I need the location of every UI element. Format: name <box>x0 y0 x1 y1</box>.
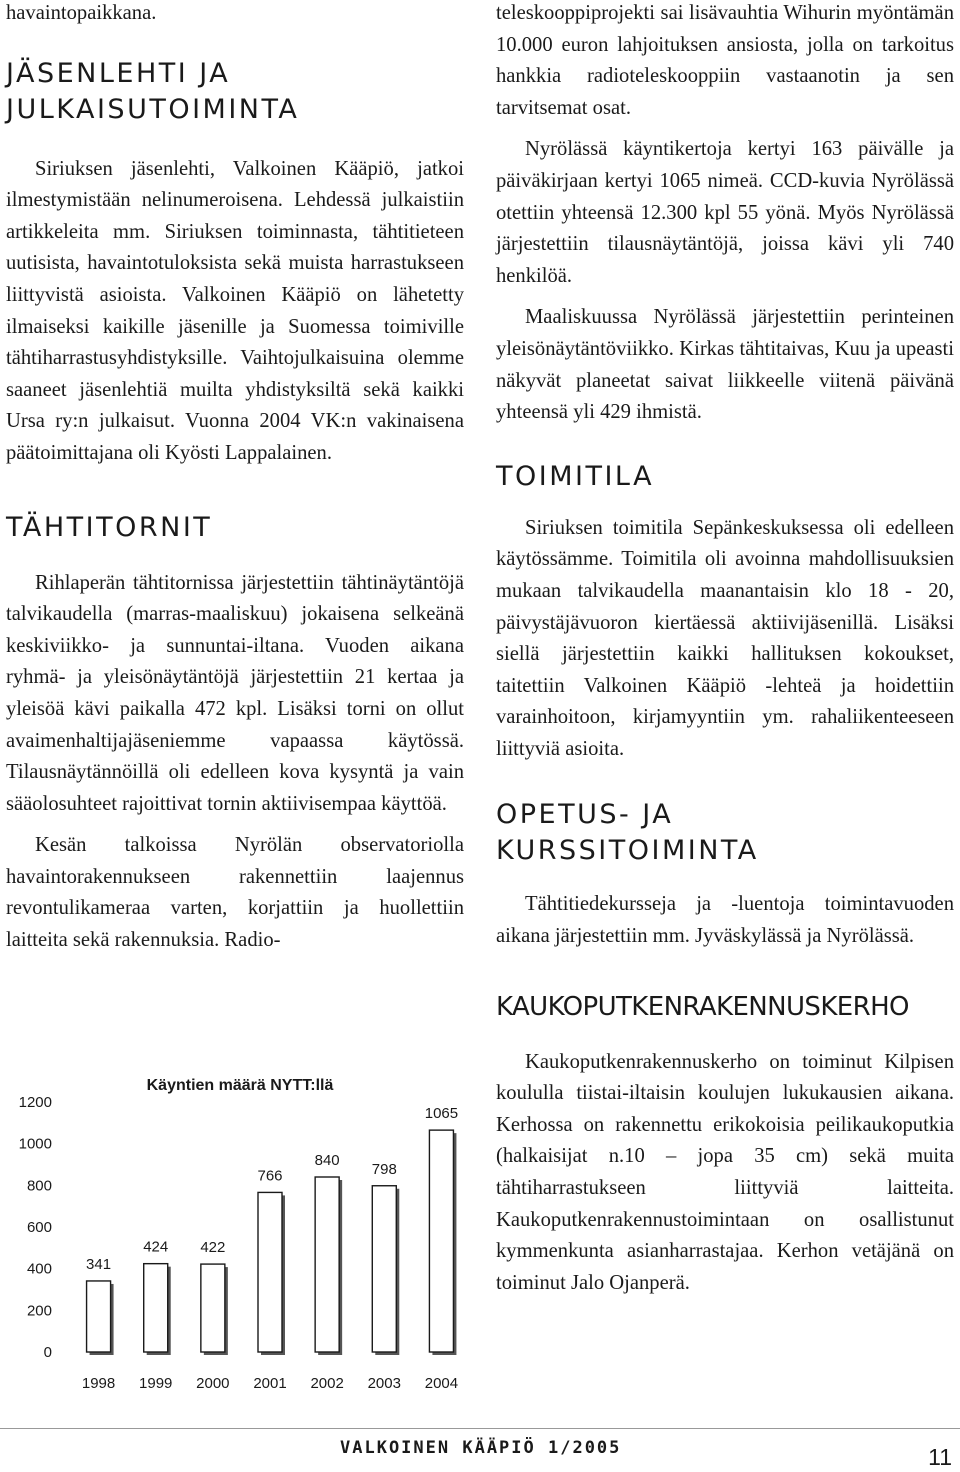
right-column <box>496 0 954 1299</box>
paragraph-tahtitornit-1: Rihlaperän tähtitornissa järjestettiin tähtinäytäntöjä talvikaudella (marras-maaliskuu) jokaisena selkeänä keskiviikko- ja sunnuntai-iltana. Vuoden aikana ryhmä- ja yleisönäytäntöjä järjestettiin 21 kertaa ja yleisöä kävi paikalla 472 kpl. Lisäksi torni on ollut avaimenhaltijajäseniemme vapaassa käytössä. Tilausnäytännöillä oli edelleen kova kysyntä ja vain sääolosuhteet rajoittivat tornin aktiivisempaa käyttöä. <box>6 571 464 815</box>
paragraph-radioteleskooppi: teleskooppiprojekti sai lisävauhtia Wihurin myöntämän 10.000 euron lahjoituksen ansiosta, jolla on tarkoitus hankkia radioteleskooppiin vastaanotin ja sen tarvitsemat osat. <box>496 2 954 119</box>
x-tick-label: 2000 <box>196 1375 230 1392</box>
heading-kaukoputki: KAUKOPUTKENRAKENNUSKERHO <box>496 991 909 1022</box>
bar <box>315 1177 339 1352</box>
x-tick-label: 2001 <box>253 1375 287 1392</box>
paragraph-nyrola: Nyrölässä käyntikertoja kertyi 163 päivälle ja päiväkirjaan kertyi 1065 nimeä. CCD-kuvia Nyrölässä otettiin yhteensä 12.300 kpl 55 yönä. Myös Nyrölässä järjestettiin tilausnäytäntöjä, joissa kävi yli 740 henkilöä. <box>496 138 954 287</box>
bar-value-label: 424 <box>143 1238 169 1256</box>
x-tick-label: 1998 <box>81 1375 116 1392</box>
paragraph-opetus: Tähtitiedekursseja ja -luentoja toimintavuoden aikana järjestettiin mm. Jyväskylässä ja Nyrölässä. <box>496 893 954 948</box>
heading-tahtitornit: TÄHTITORNIT <box>6 511 213 543</box>
paragraph-tahtitornit-2: Kesän talkoissa Nyrölän observatoriolla havaintorakennukseen rakennettiin laajennus revontulikameraa varten, korjattiin ja huollettiin laitteita sekä rakennuksia. Radio- <box>6 834 464 952</box>
page-number: 11 <box>928 1444 952 1470</box>
bar-value-label: 341 <box>86 1255 112 1273</box>
x-tick-label: 2003 <box>367 1375 401 1392</box>
chart-svg <box>0 1062 480 1402</box>
y-tick-label: 0 <box>43 1344 52 1361</box>
paragraph-continued: havaintopaikkana. <box>6 2 157 24</box>
paragraph-jasenlehti: Siriuksen jäsenlehti, Valkoinen Kääpiö, jatkoi ilmestymistään nelinumeroisena. Lehdessä julkaistiin artikkeleita mm. Siriuksen toiminnasta, tähtitieteen uutisista, havaintotuloksista sekä muista harrastukseen liittyvistä asioista. Valkoinen Kääpiö on lähetetty ilmaiseksi kaikille jäsenille ja Suomessa toimiville tähtiharrastusyhdistyksille. Vaihtojulkaisuina olemme saaneet jäsenlehtiä muilta yhdistyksiltä sekä kaikki Ursa ry:n julkaisut. Vuonna 2004 VK:n vakinaisena päätoimittajana oli Kyösti Lappalainen. <box>6 157 464 464</box>
chart-title: Käyntien määrä NYTT:llä <box>146 1077 334 1094</box>
heading-toimitila: TOIMITILA <box>496 460 655 492</box>
x-tick-label: 2002 <box>310 1375 344 1392</box>
y-tick-label: 800 <box>26 1177 52 1195</box>
footer-magazine-title: VALKOINEN KÄÄPIÖ 1/2005 <box>340 1438 622 1458</box>
bar <box>87 1281 111 1352</box>
bar <box>258 1192 282 1352</box>
left-column <box>6 0 464 957</box>
x-tick-label: 2004 <box>424 1375 459 1392</box>
y-tick-label: 400 <box>26 1260 52 1278</box>
bar-value-label: 840 <box>314 1152 340 1169</box>
bar <box>429 1130 453 1352</box>
x-tick-label: 1999 <box>139 1375 173 1392</box>
bar-value-label: 798 <box>371 1160 397 1178</box>
y-tick-label: 600 <box>26 1219 52 1236</box>
paragraph-toimitila: Siriuksen toimitila Sepänkeskuksessa oli edelleen käytössämme. Toimitila oli avoinna mahdollisuuksien mukaan talvikaudella maanantaisin klo 18 - 20, päivystäjävuoron kiertäessä aktiivijäsenillä. Lisäksi siellä järjestettiin kaikki hallituksen kokoukset, taitettiin Valkoinen Kääpiö -lehteä ja hoidettiin varainhoitoon, kirjamyyntiin ym. rahaliikenteeseen liittyviä asioita. <box>496 516 954 760</box>
heading-opetus: OPETUS- JA KURSSITOIMINTA <box>496 799 759 867</box>
paragraph-kaukoputki: Kaukoputkenrakennuskerho on toiminut Kilpisen koululla tiistai-iltaisin koulujen lukukausien aikana. Kerhossa on rakennettu erikokoisia peilikaukoputkia (halkaisijat n.10 – jopa 35 cm) sekä muita tähtiharrastukseen liittyviä laitteita. Kaukoputkenrakennustoimintaan on osallistunut kymmenkunta asianharrastajaa. Kerhon vetäjänä on toiminut Jalo Ojanperä. <box>496 1050 954 1294</box>
bar-value-label: 422 <box>200 1239 226 1257</box>
bar <box>372 1186 396 1352</box>
y-tick-label: 1000 <box>18 1135 52 1153</box>
bar-value-label: 1065 <box>424 1105 459 1123</box>
heading-jasenlehti: JÄSENLEHTI JA JULKAISUTOIMINTA <box>6 57 300 125</box>
y-tick-label: 200 <box>26 1302 52 1320</box>
footer-rule <box>0 1428 960 1429</box>
bar <box>144 1264 168 1352</box>
bar <box>201 1264 225 1352</box>
y-tick-label: 1200 <box>18 1094 52 1111</box>
paragraph-maaliskuu: Maaliskuussa Nyrölässä järjestettiin perinteinen yleisönäytäntöviikko. Kirkas tähtitaivas, Kuu ja upeasti näkyvät planeetat saivat liikkeelle viitenä päivänä yhteensä yli 429 ihmistä. <box>496 306 954 424</box>
visits-bar-chart <box>0 1062 480 1402</box>
bar-value-label: 766 <box>257 1167 283 1185</box>
